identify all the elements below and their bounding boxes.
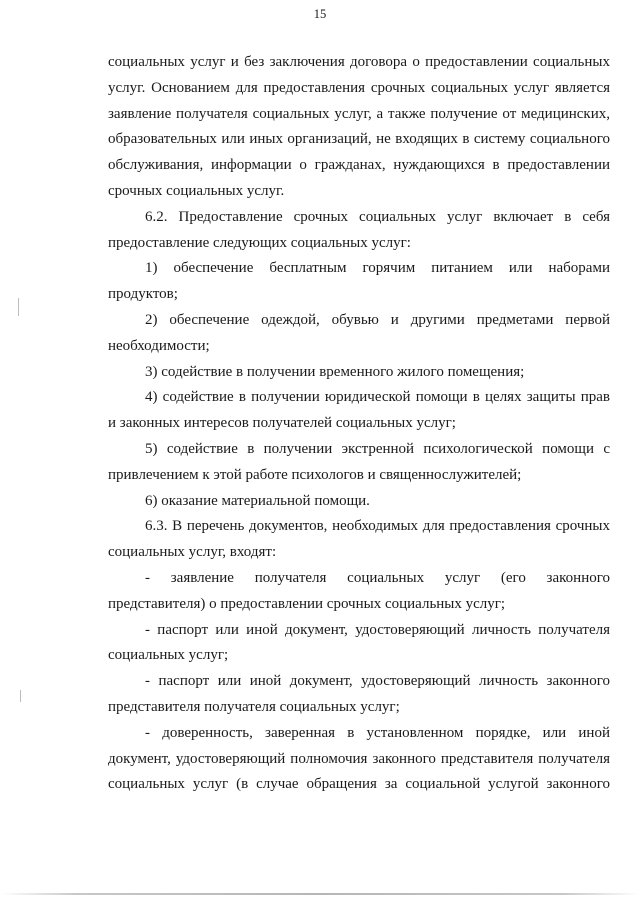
list-item: 3) содействие в получении временного жилого помещения; (145, 363, 525, 380)
scan-mark (20, 690, 21, 702)
list-item: - паспорт или иной документ, удостоверяющий личность законного (145, 673, 610, 690)
list-item: 4) содействие в получении юридической помощи в целях защиты прав (145, 389, 610, 406)
list-item: 1) обеспечение бесплатным горячим питанием или наборами (145, 260, 610, 277)
list-item: - доверенность, заверенная в установленном порядке, или иной (145, 724, 610, 741)
text-line: обслуживания, информации о гражданах, нуждающихся в предоставлении (108, 157, 610, 174)
text-line: документ, удостоверяющий полномочия законного представителя получателя (108, 750, 610, 767)
list-item: - паспорт или иной документ, удостоверяющий личность получателя (145, 621, 610, 638)
text-line: услуг. Основанием для предоставления срочных социальных услуг является (108, 79, 610, 96)
text-line: социальных услуг (в случае обращения за социальной услугой законного (108, 776, 610, 793)
page-number: 15 (313, 7, 327, 21)
text-line: социальных услуг и без заключения договора о предоставлении социальных (108, 54, 610, 70)
scan-edge-line (0, 893, 640, 895)
list-item: 6) оказание материальной помощи. (145, 492, 370, 509)
text-line: привлечением к этой работе психологов и священнослужителей; (108, 466, 522, 483)
text-line: образовательных или иных организаций, не входящих в систему социального (108, 131, 610, 148)
text-line: и законных интересов получателей социальных услуг; (108, 415, 456, 432)
text-line: представителя получателя социальных услуг; (108, 698, 400, 715)
list-item: 5) содействие в получении экстренной психологической помощи с (145, 440, 610, 457)
document-body (108, 50, 610, 798)
list-item: - заявление получателя социальных услуг (его законного (145, 569, 610, 586)
text-line: необходимости; (108, 337, 210, 354)
text-line: предоставление следующих социальных услуг: (108, 234, 411, 251)
list-item: 2) обеспечение одеждой, обувью и другими предметами первой (145, 311, 610, 328)
text-line: представителя) о предоставлении срочных социальных услуг; (108, 595, 506, 612)
text-line: заявление получателя социальных услуг, а также получение от медицинских, (108, 105, 610, 122)
text-line: социальных услуг; (108, 647, 229, 664)
scan-mark (18, 298, 19, 316)
text-line: 6.2. Предоставление срочных социальных услуг включает в себя (145, 208, 610, 225)
text-line: продуктов; (108, 286, 178, 303)
text-line: 6.3. В перечень документов, необходимых для предоставления срочных (145, 518, 610, 535)
text-line: социальных услуг, входят: (108, 544, 277, 561)
text-line: срочных социальных услуг. (108, 182, 285, 199)
